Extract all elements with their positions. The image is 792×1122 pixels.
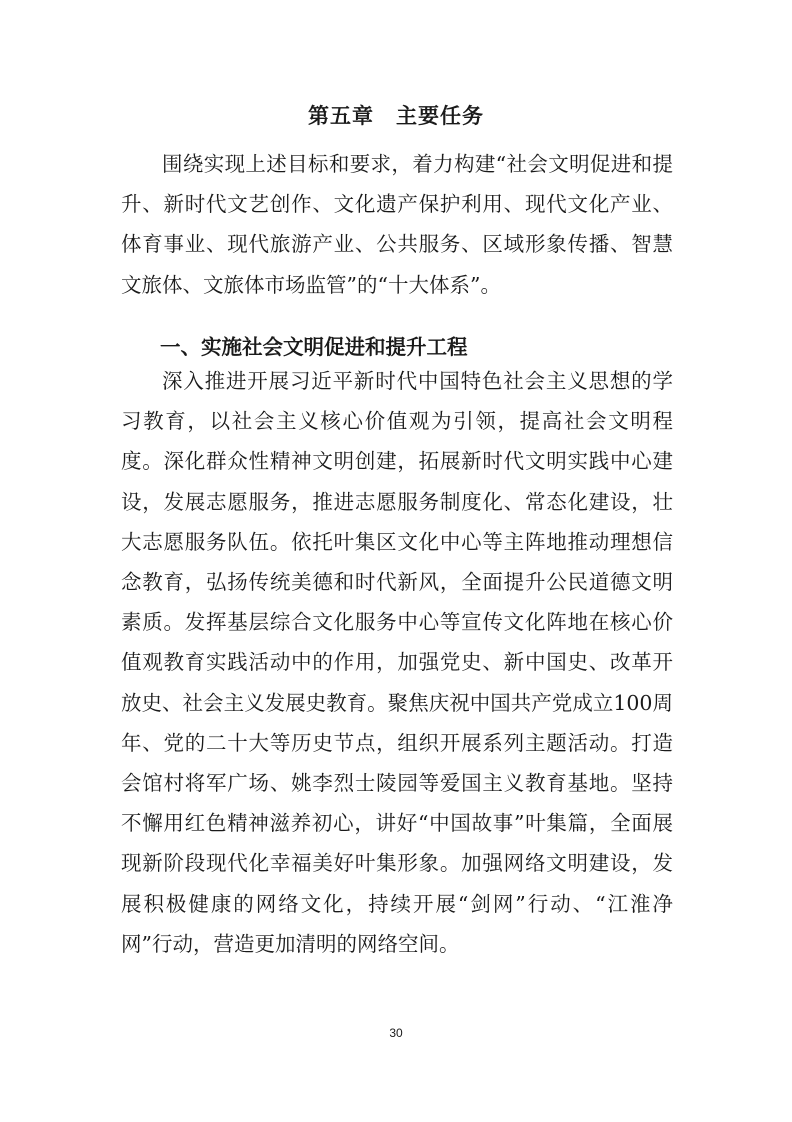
section-heading: 一、实施社会文明促进和提升工程 [160, 335, 468, 359]
page-number: 30 [389, 1026, 403, 1040]
intro-paragraph: 围绕实现上述目标和要求，着力构建“社会文明促进和提升、新时代文艺创作、文化遗产保护利用、现代文化产业、体育事业、现代旅游产业、公共服务、区域形象传播、智慧文旅体、文旅体市场监管”的“十大体系”。 [121, 152, 673, 297]
chapter-title: 第五章 主要任务 [308, 104, 484, 128]
section-paragraph: 深入推进开展习近平新时代中国特色社会主义思想的学习教育，以社会主义核心价值观为引领，提高社会文明程度。深化群众性精神文明创建，拓展新时代文明实践中心建设，发展志愿服务，推进志愿服务制度化、常态化建设，壮大志愿服务队伍。依托叶集区文化中心等主阵地推动理想信念教育，弘扬传统美德和时代新风，全面提升公民道德文明素质。发挥基层综合文化服务中心等宣传文化阵地在核心价值观教育实践活动中的作用，加强党史、新中国史、改革开放史、社会主义发展史教育。聚焦庆祝中国共产党成立100周年、党的二十大等历史节点，组织开展系列主题活动。打造会馆村将军广场、姚李烈士陵园等爱国主义教育基地。坚持不懈用红色精神滋养初心，讲好“中国故事”叶集篇，全面展现新阶段现代化幸福美好叶集形象。加强网络文明建设，发展积极健康的网络文化，持续开展“剑网”行动、“江淮净网”行动，营造更加清明的网络空间。 [121, 369, 673, 956]
